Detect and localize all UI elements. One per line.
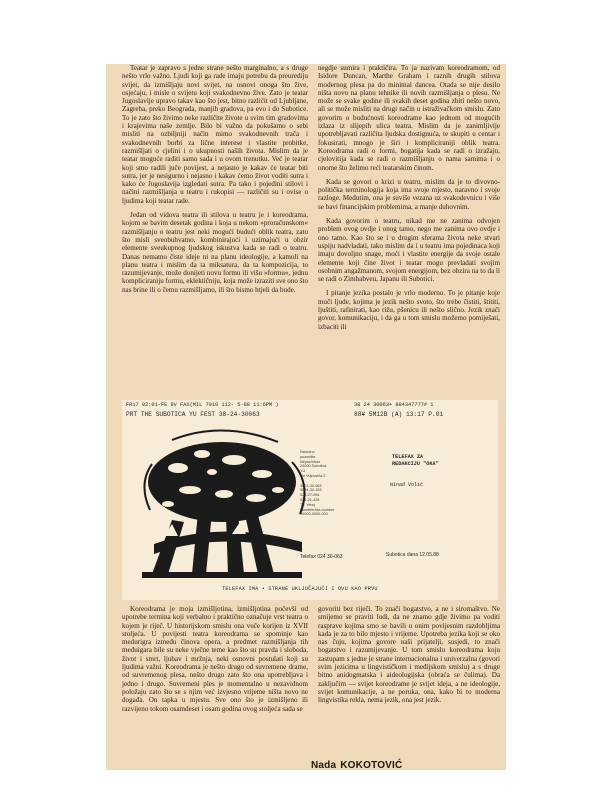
- author-signature: [307, 760, 402, 771]
- address-block: Narodno pozorište- Népszínház 24000 Subotica YU Ive Vojnovića 2 3821-30-063 3824-30-153 024-27-054 024-21-428 Tx: Yenq faks/tele:fax-number 00000-0000-000: [300, 450, 335, 517]
- paragraph: Kada se govori o krizi u teatru, mislim da je to divovno-politička terminologija koja ima svoje mjesto, naravno i svoje razloge. Međutim, ona je suviše vezana uz svakodevnicu i više se bavi financijskim problemima, a manje duhovnim.: [318, 177, 500, 211]
- author-last-name: KOKOTOVIĆ: [340, 760, 403, 771]
- place-date: Subotica dana 12.05.88: [386, 552, 439, 558]
- paragraph: Jedan od vidova teatra ili stilova u teatru je i koreodrama, kojom se bavim desetak godina i koja u nekom »proračunskom« razmišljanju o teatru jest neki mogući budući oblik teatra, zato što misli sveobuhvatno, kombinirajući i uzimajući u obzir elemente sveukupnog ljudskog iskustva kada se radi o teatru. Danas nemamo čiste ideje ni na planu ideologije, a kamoli na planu teatra i mislim da ta miksatura, da ta kompozicija, to razumijevanje, može donijeti novu formu ili višu »formu«, jednu kompliciraniju formu, eklektičniju, koja može izraziti sve ono što nas brine ili o čemu razmišljamo, ili što bismo htjeli da bude.: [122, 211, 308, 294]
- fax-header-right-1: 38 24 30063+ 884347777# 1: [354, 402, 434, 408]
- paragraph: Kada govorim o teatru, nikad me ne zanima odvojen problem ovog ovdje i onog tamo, nego me zanima ovo ovdje i ono tamo. Kao što se i u drugim sferama života neke stvari uspiju nadvladati, tako mislim da i u teatru ima pojedinaca koji imaju dovoljno snage, moći i vlastite energije da svoje ostale elemente koji čine život i teatar mogu prevladati svojim osobnim angažmanom, svojom energijom, bez obzira na to da li se radi o Zimbabveu, Japanu ili Subotici.: [318, 217, 500, 284]
- theatre-logo-artwork: [132, 424, 324, 582]
- telefax-image: [122, 400, 498, 600]
- article-column-bottom-right: [318, 605, 500, 711]
- fax-header-left-2: PRT THE SUBOTICA YU FEST 38-24-30063: [126, 411, 260, 418]
- article-column-bottom-left: [122, 605, 308, 719]
- fax-bottom-line: TELEFAX IMA • STRANE UKLJUČAJUĆI I OVU KAO PRVU: [222, 586, 378, 592]
- article-column-top-right: [318, 64, 500, 337]
- paragraph: Teatar je zapravo s jedne strane nešto marginalno, a s druge nešto vrlo važno. Ljudi koji ga rade imaju potrebu da preurediju svijet, da izmišljaju novi svijet, na osnovi onoga što žive, osjećaju, i misle o svijetu koji svakodnevno žive. Zato je teatar Jugoslavije upravo takav kao što jest, bitno različit od Ljubljane, Zagreba, preko Beograda, manjih gradova, pa evo i do Subotice. To je zato što živimo neke različite živote u svim tim gradovima i krajevima naše zemlje. Bilo bi važno da pokušamo o sebi misliti na ozbiljniji način mimo svakodnevnih trača i svakodnevnih borbi za lične interese i vlastite probitke, razmišljati o cjelini i o ukupnosti naših života. Mislim da je teatar moguće raditi samo sada i u ovom trenutku. Već je teatar koji smo radili juče povijest, a nejasno je kakav će teatar biti sutra, jer je nesigurno i nejasno i kakav ćemo život voditi sutra i kako će Jugoslavija izgledati sutra. Pa tako i pojedini stilovi i načini razmišljanja u teatru i rukopisi — različiti su i ovise o ljudima koji teatar rade.: [122, 64, 308, 205]
- fax-header-right-2: 88¥ 5M12B (A) 13:17 P.01: [354, 411, 444, 418]
- newspaper-clipping: [106, 64, 506, 770]
- recipient-name: Ninad Volić: [390, 482, 424, 488]
- paragraph: Koreodrama je moja izmišljotina, izmišljotina počevši od upotrebe termina koji verbalno i praktično označuje vrst teatra o kojem je riječ. U historijskom smislu ona vuče korijen iz XVII stoljeća. U povijesti teatra koreodrama se spominje kao medurigra između činova opera, a predmet razmišljanja tih međuigara bile su neke vječne teme kao što su pravda i sloboda, život i smrt, ljubav i mržnja, neki osnovni postulati koji su ljudima važni. Koreodrama je nešto drugo od suvremene drame, od suvremenog plesa, nešto drugo zato što ona upotrebljava i jedno i drugo. Suvremeni ples je momentalno u nezavidnom položaju zato što se s njim već izvjesno vrijeme ništa novo ne događa. On tapka u mjestu. Sve ono što je izmišljeno ili razvijeno tokom osamdeset i osam godina ovog stoljeća sada se: [122, 605, 308, 713]
- fax-header-left-1: FR17 02:01-FE 8V FAX(MIL 7010 112- 5-88 11:6PM ): [126, 402, 279, 408]
- telefax-heading: TELEFAX ZA REDAKCIJU "OKA": [392, 454, 439, 467]
- telefax-number: Telefax 024 30-063: [300, 554, 343, 560]
- paragraph: negdje sumira i praktičira. To ja nazivam koreodramom, od Isidore Duncan, Marthe Graham i raznih drugih stilova modernog plesa pa do minimal dancea. Otada se nije desilo ništa novo na planu tehnike ili novih razmišljanja o plesu. Ne može se svake godine ili svakih deset godina zbiti nešto novo, ali se može misliti na drugi način u istraživačkom smislu. Zato govorim o budućnosti koreodrame kao jednom od mogućih izlaza iz slijepih ulica teatra. Mislim da je zanimljivije upotrebljavati različita ljudska dostignuća, te skupiti u centar i fokusirati, mnogo je širi i kompliciraniji oblik teatra. Koreodrama radi o formi, bogatija kada se radi o izražaju, cjelovitija kada se radi o razmišljanju o nama samima i o onome što želimo reći teatarskim činom.: [318, 64, 500, 172]
- author-first-name: Nada: [311, 760, 337, 771]
- paragraph: I pitanje jezika postalo je vrlo moderno. To je pitanje koje muči ljude, kojima je jezik nešto svoto, što trebe čistiti, štititi, ljuštiti, rafinirati, kao rižu, pšenicu ili nešto slično. Jezik znači govor, komunikaciju, i da ga u tom smislu možemo pomiješati, izbaciti ili: [318, 289, 500, 331]
- paragraph: govoriti bez riječi. To znači bogatstvo, a ne i siromaštvo. Ne smijemo se praviti ludi, da ne znamo gdje živimo pa voditi rasprave kojima smo se bavili u onim povijesnim razdobljima kada je za to bilo mjesto i vrijeme. Upotreba jezika koji se oko nas čuju, kojima govore naši prijatelji, susjedi, to znači bogatstvo i razumijevanje. U tom smislu koreodrama koju zastupam s jedne je strane internacionalna i univerzalna (govori svim jezicima u lingvističkom i međijskom smislu) a s druge bitno anidogmatska i aideologijska (obraća se čulima). Da zaključim — svijet koreodrame je svijet ideja, a ne ideologije, svijet komunikacije, a ne poruka, ona, kako bi to moderna lingvistika rekla, nema jezik, ona jest jezik.: [318, 605, 500, 705]
- article-column-top-left: [122, 64, 308, 300]
